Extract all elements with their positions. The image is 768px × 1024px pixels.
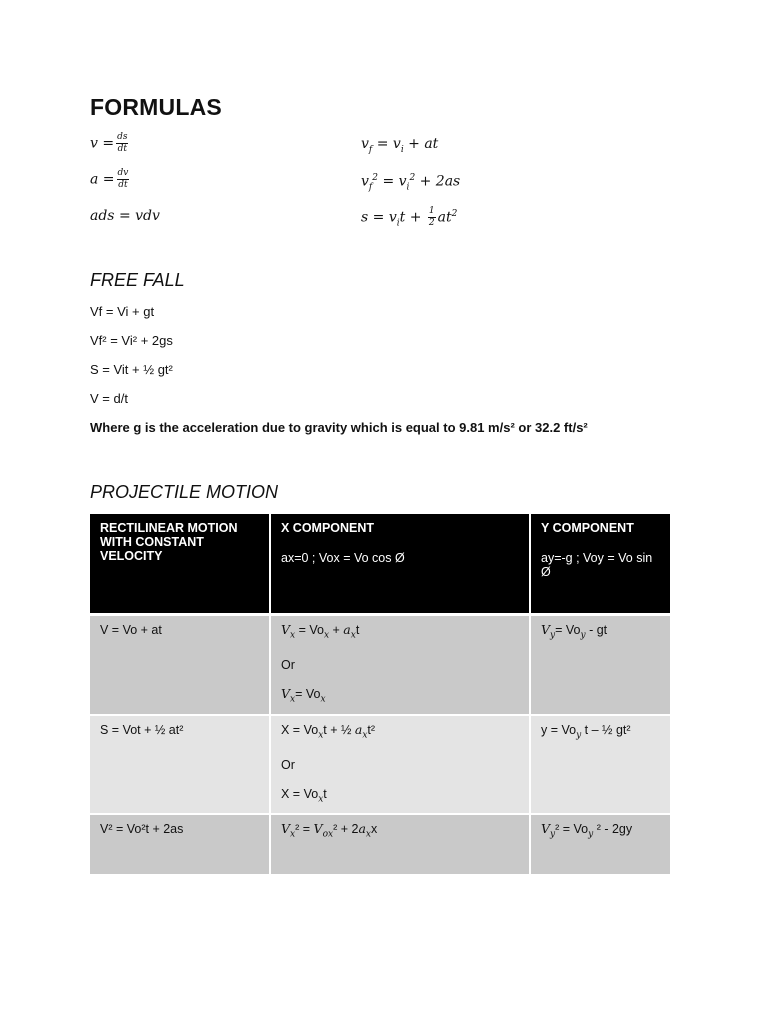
header-x-component: X COMPONENT ax=0 ; Vox = Vo cos Ø <box>271 514 529 613</box>
formula-velocity: v = $\frac{ds}{dt}$ <box>90 132 128 154</box>
formula-final-velocity-squared: $v_f^2 = v_i^2 + 2as$ <box>361 173 461 193</box>
free-fall-line: Vf = Vi + gt <box>90 304 155 319</box>
table-cell: $V_x = Vo_x + a_xt$ Or $V_x= Vo_x$ <box>271 616 529 714</box>
table-cell: S = Vot + ½ at² <box>90 716 269 813</box>
header-y-component: Y COMPONENT ay=-g ; Voy = Vo sin Ø <box>531 514 670 613</box>
table-cell: V² = Vo²t + 2as <box>90 815 269 874</box>
formula-final-velocity: $v_f = v_i$ + at <box>361 136 439 155</box>
free-fall-line: S = Vit + ½ gt² <box>90 362 173 377</box>
header-rectilinear: RECTILINEAR MOTION WITH CONSTANT VELOCITY <box>90 514 269 613</box>
projectile-motion-title: PROJECTILE MOTION <box>90 482 279 502</box>
free-fall-line: Vf² = Vi² + 2gs <box>90 333 173 348</box>
gravity-note: Where g is the acceleration due to gravity which is equal to 9.81 m/s² or 32.2 ft/s² <box>90 420 588 435</box>
table-cell: $X = Vo_xt$ + ½ $a_xt^2$ Or $X = Vo_xt$ <box>271 716 529 813</box>
free-fall-title: FREE FALL <box>90 270 185 290</box>
table-cell: $y = Vo_y$ t – ½ gt² <box>531 716 670 813</box>
free-fall-line: V = d/t <box>90 391 128 406</box>
table-cell: V = Vo + at <box>90 616 269 714</box>
formula-acceleration: a = $\frac{dv}{dt}$ <box>90 168 129 190</box>
formula-ads: ads = vdv <box>90 208 160 224</box>
formulas-title: FORMULAS <box>90 94 222 120</box>
table-cell: $V_x^2 = V_{ox}^2 + 2a_xx$ <box>271 815 529 874</box>
table-cell: $V_y= Vo_y$ - gt <box>531 616 670 714</box>
table-cell: $V_y^2 = Vo_y$ ² - 2gy <box>531 815 670 874</box>
formula-displacement: $s = v_it$ + $\frac{1}{2}$ $at^2$ <box>361 206 458 229</box>
